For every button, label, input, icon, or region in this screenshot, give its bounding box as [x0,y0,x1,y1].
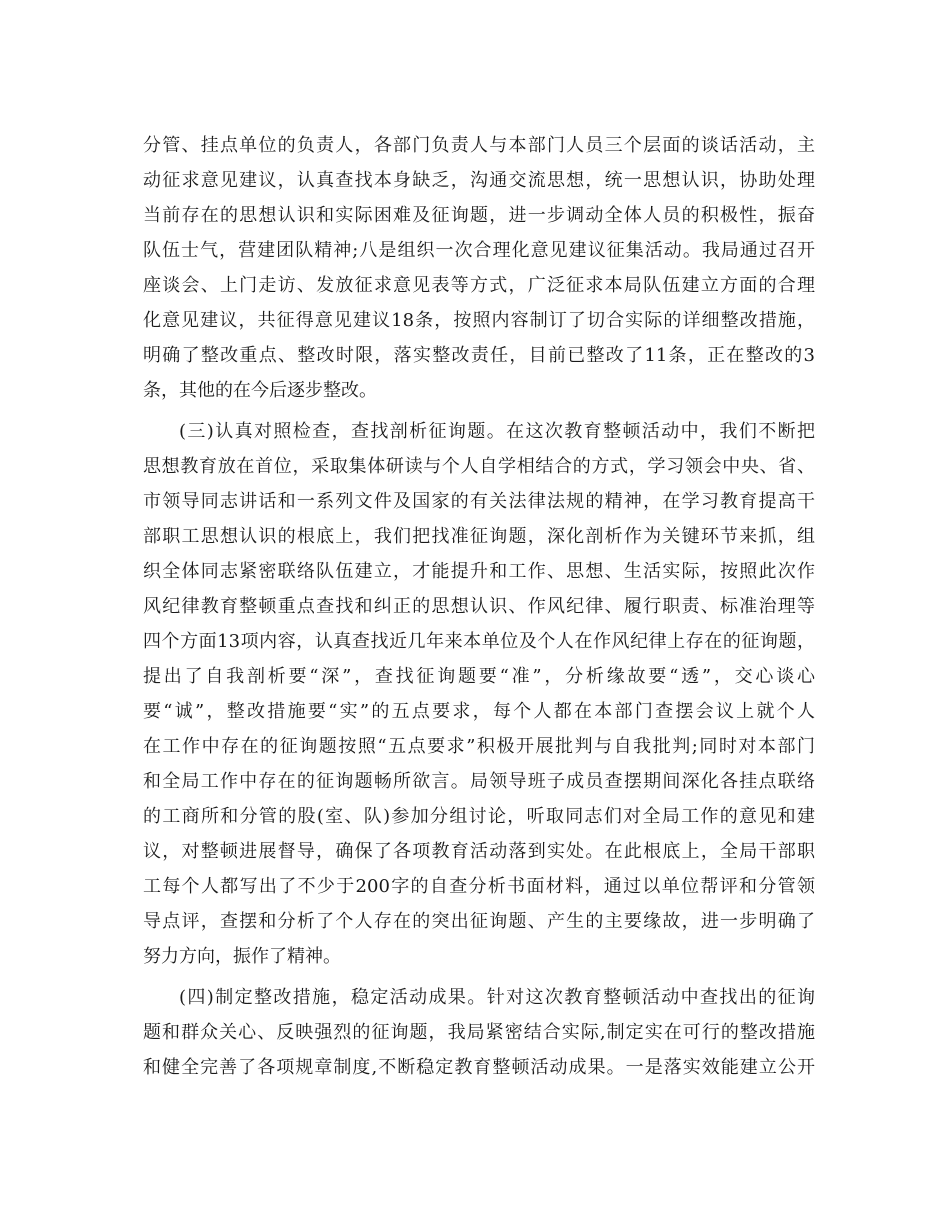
text-line: 动征求意见建议，认真查找本身缺乏，沟通交流思想，统一思想认识，协助处理 [143,170,815,191]
text-line: 和全局工作中存在的征询题畅所欲言。局领导班子成员查摆期间深化各挂点联络 [143,771,815,792]
text-line: 当前存在的思想认识和实际困难及征询题，进一步调动全体人员的积极性，振奋 [143,205,815,226]
text-line: 化意见建议，共征得意见建议18条，按照内容制订了切合实际的详细整改措施， [143,310,815,331]
text-line: (四)制定整改措施，稳定活动成果。针对这次教育整顿活动中查找出的征询 [179,987,815,1008]
text-line: 部职工思想认识的根底上，我们把找准征询题，深化剖析作为关键环节来抓，组 [143,526,815,547]
text-line: 工每个人都写出了不少于200字的自查分析书面材料，通过以单位帮评和分管领 [143,876,815,897]
text-line: 织全体同志紧密联络队伍建立，才能提升和工作、思想、生活实际，按照此次作 [143,561,815,582]
text-line: 队伍士气，营建团队精神;八是组织一次合理化意见建议征集活动。我局通过召开 [143,240,815,261]
text-line: 思想教育放在首位，采取集体研读与个人自学相结合的方式，学习领会中央、省、 [143,456,815,477]
paragraph-3-section-four [143,980,815,1085]
text-line: 题和群众关心、反映强烈的征询题，我局紧密结合实际,制定实在可行的整改措施 [143,1022,815,1043]
text-line: 提出了自我剖析要“深”，查找征询题要“准”，分析缘故要“透”，交心谈心 [143,666,815,687]
text-line: (三)认真对照检查，查找剖析征询题。在这次教育整顿活动中，我们不断把 [179,421,815,442]
text-line: 四个方面13项内容，认真查找近几年来本单位及个人在作风纪律上存在的征询题， [143,631,815,652]
text-line: 分管、挂点单位的负责人，各部门负责人与本部门人员三个层面的谈话活动，主 [143,135,815,156]
text-line: 和健全完善了各项规章制度,不断稳定教育整顿活动成果。一是落实效能建立公开 [143,1057,815,1078]
text-line: 导点评，查摆和分析了个人存在的突出征询题、产生的主要缘故，进一步明确了 [143,911,815,932]
document-body [143,128,815,1091]
text-line: 风纪律教育整顿重点查找和纠正的思想认识、作风纪律、履行职责、标准治理等 [143,596,815,617]
paragraph-2-section-three [143,414,815,974]
paragraph-1 [143,128,815,408]
text-line: 明确了整改重点、整改时限，落实整改责任，目前已整改了11条，正在整改的3 [143,345,815,366]
text-line: 的工商所和分管的股(室、队)参加分组讨论，听取同志们对全局工作的意见和建 [143,806,815,827]
text-line: 在工作中存在的征询题按照“五点要求”积极开展批判与自我批判;同时对本部门 [143,736,815,757]
text-line: 议，对整顿进展督导，确保了各项教育活动落到实处。在此根底上，全局干部职 [143,841,815,862]
text-line: 座谈会、上门走访、发放征求意见表等方式，广泛征求本局队伍建立方面的合理 [143,275,815,296]
text-line: 要“诚”，整改措施要“实”的五点要求，每个人都在本部门查摆会议上就个人 [143,701,815,722]
text-line: 市领导同志讲话和一系列文件及国家的有关法律法规的精神，在学习教育提高干 [143,491,815,512]
text-line: 条，其他的在今后逐步整改。 [143,380,377,401]
text-line: 努力方向，振作了精神。 [143,946,341,967]
